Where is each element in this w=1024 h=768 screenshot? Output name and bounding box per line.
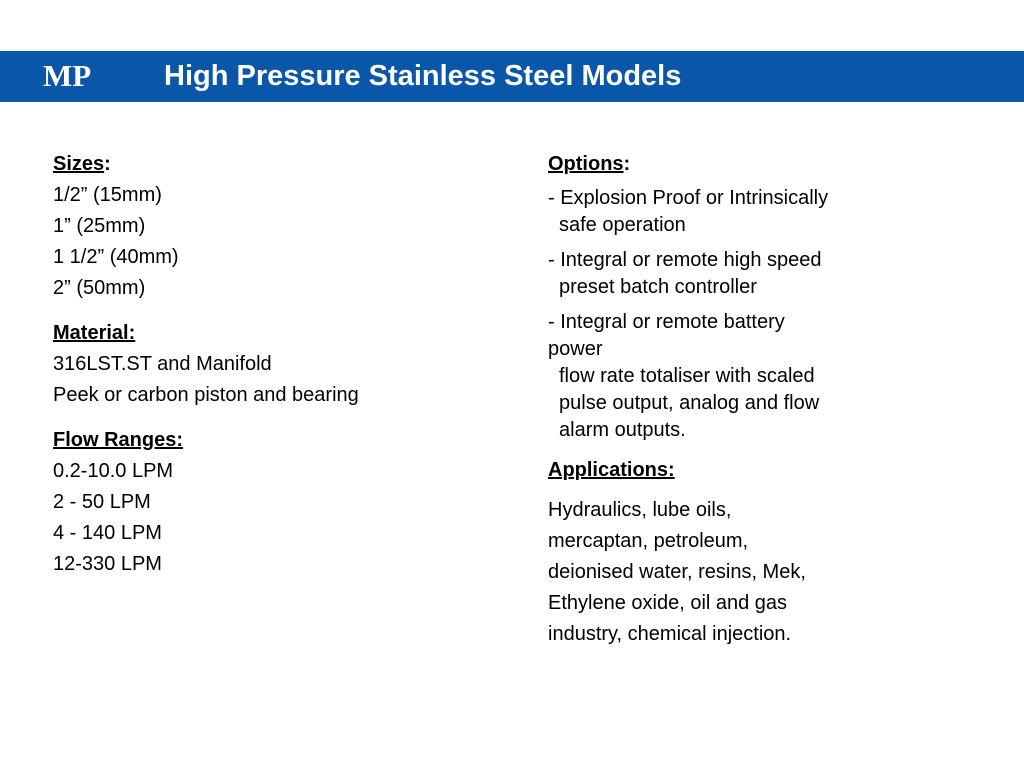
- flow-range-item: 4 - 140 LPM: [53, 522, 162, 544]
- material-section: [53, 321, 383, 408]
- size-item: 2” (50mm): [53, 277, 146, 299]
- application-line: industry, chemical injection.: [548, 623, 792, 645]
- option-line: alarm outputs.: [559, 419, 686, 441]
- applications-heading-label: Applications:: [548, 459, 675, 481]
- material-heading: [53, 321, 383, 346]
- size-item: 1/2” (15mm): [53, 184, 162, 206]
- options-heading-label: Options: [548, 153, 624, 175]
- sizes-section: [53, 152, 383, 301]
- material-heading-label: Material:: [53, 322, 136, 344]
- option-line: safe operation: [559, 214, 686, 236]
- option-item: [548, 185, 938, 239]
- options-heading-colon: :: [623, 153, 631, 175]
- material-item: 316LST.ST and Manifold: [53, 353, 272, 375]
- option-item: [548, 309, 938, 444]
- sizes-heading: [53, 152, 383, 177]
- flow-ranges-heading-label: Flow Ranges:: [53, 429, 184, 451]
- left-column: [53, 152, 383, 577]
- option-line: preset batch controller: [559, 276, 757, 298]
- option-item: [548, 247, 938, 301]
- size-item: 1” (25mm): [53, 215, 146, 237]
- option-line: power: [548, 338, 603, 360]
- flow-range-item: 2 - 50 LPM: [53, 491, 151, 513]
- header-bar: [0, 51, 1024, 102]
- logo: MP: [43, 58, 92, 93]
- right-column: [548, 152, 938, 650]
- flow-range-item: 12-330 LPM: [53, 553, 162, 575]
- option-line: - Integral or remote battery: [548, 311, 785, 333]
- page-title: High Pressure Stainless Steel Models: [164, 60, 682, 92]
- flow-ranges-section: [53, 428, 383, 577]
- applications-section: [548, 458, 938, 650]
- size-item: 1 1/2” (40mm): [53, 246, 179, 268]
- options-heading: [548, 152, 938, 177]
- option-line: - Explosion Proof or Intrinsically: [548, 187, 829, 209]
- application-line: deionised water, resins, Mek,: [548, 561, 806, 583]
- option-line: pulse output, analog and flow: [559, 392, 820, 414]
- option-line: - Integral or remote high speed: [548, 249, 822, 271]
- material-item: Peek or carbon piston and bearing: [53, 384, 359, 406]
- option-line: flow rate totaliser with scaled: [559, 365, 815, 387]
- flow-range-item: 0.2-10.0 LPM: [53, 460, 174, 482]
- applications-heading: [548, 458, 938, 483]
- application-line: Hydraulics, lube oils,: [548, 499, 732, 521]
- options-section: [548, 152, 938, 444]
- application-line: Ethylene oxide, oil and gas: [548, 592, 788, 614]
- applications-text: [548, 495, 938, 650]
- flow-ranges-heading: [53, 428, 383, 453]
- sizes-heading-label: Sizes: [53, 153, 105, 175]
- sizes-heading-colon: :: [104, 153, 111, 175]
- application-line: mercaptan, petroleum,: [548, 530, 749, 552]
